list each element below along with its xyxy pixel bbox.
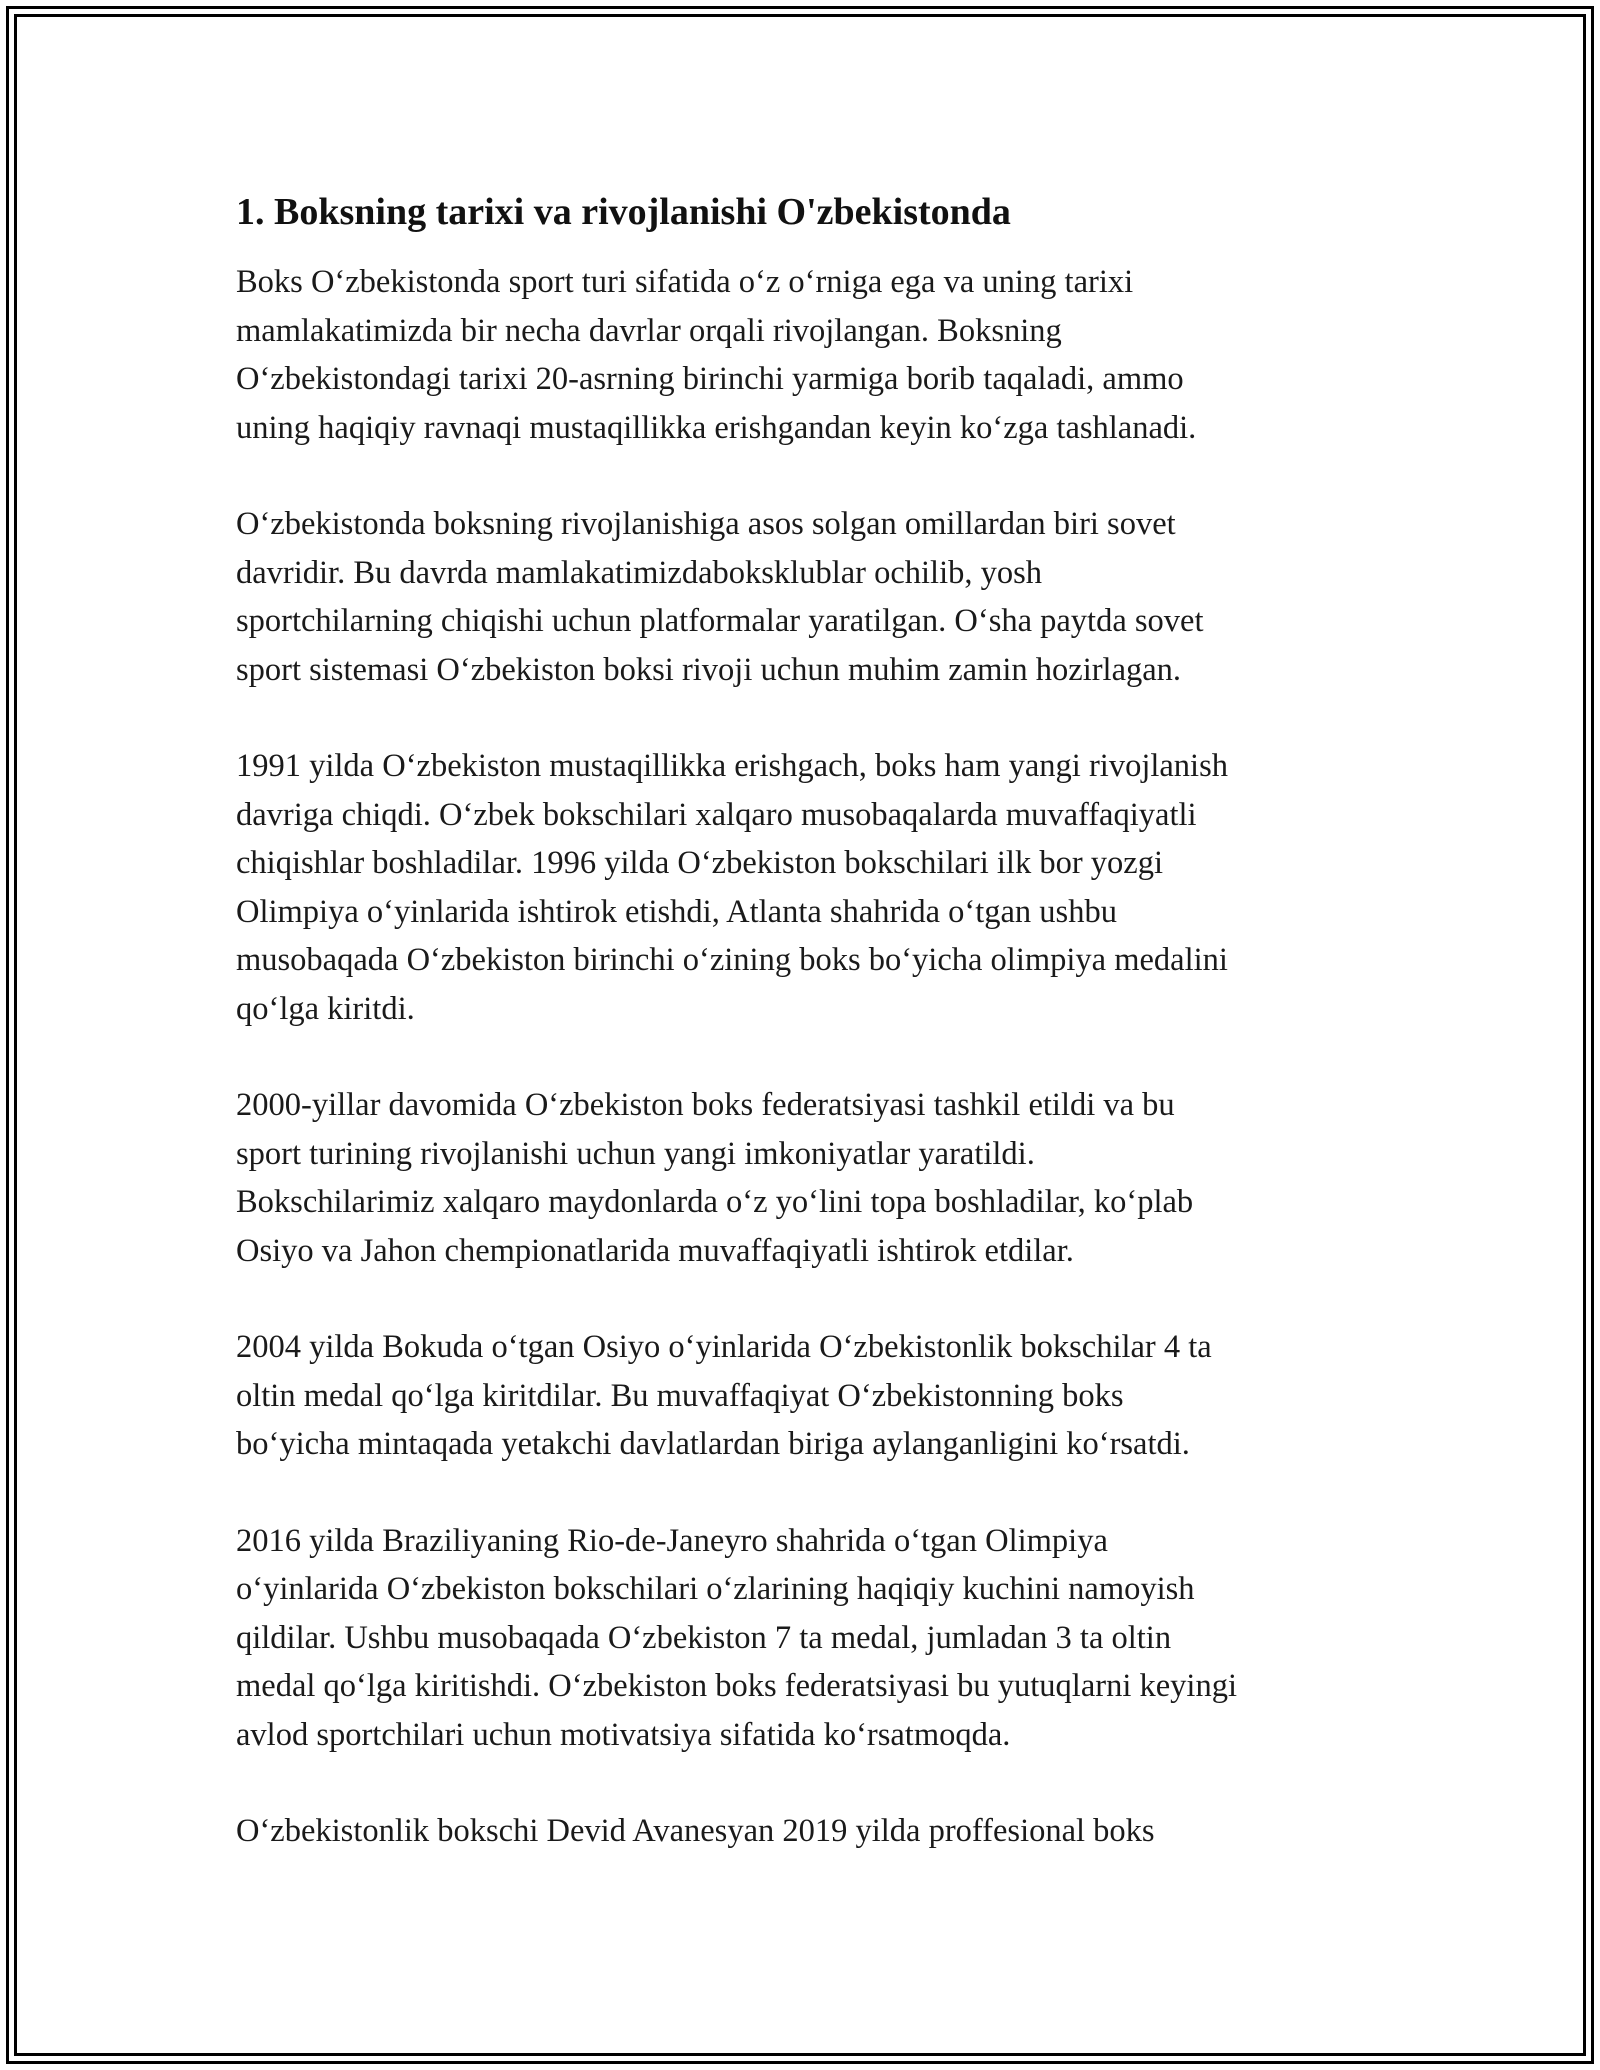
paragraph-line: medal qo‘lga kiritishdi. O‘zbekiston boks federatsiyasi bu yutuqlarni keyingi: [236, 1668, 1237, 1704]
paragraph-line: O‘zbekistondagi tarixi 20-asrning birinchi yarmiga borib taqaladi, ammo: [236, 361, 1184, 397]
paragraph-line: 2000-yillar davomida O‘zbekiston boks federatsiyasi tashkil etildi va bu: [236, 1087, 1175, 1123]
paragraph-line: Bokschilarimiz xalqaro maydonlarda o‘z yo‘lini topa boshladilar, ko‘plab: [236, 1184, 1194, 1220]
paragraph: [236, 1081, 1386, 1275]
paragraph-line: avlod sportchilari uchun motivatsiya sifatida ko‘rsatmoqda.: [236, 1716, 1011, 1753]
document-body: [236, 188, 1386, 1904]
section-heading: 1. Boksning tarixi va rivojlanishi O'zbekistonda: [236, 191, 1011, 233]
paragraph-line: o‘yinlarida O‘zbekiston bokschilari o‘zlarining haqiqiy kuchini namoyish: [236, 1571, 1195, 1607]
paragraph-line: O‘zbekistonlik bokschi Devid Avanesyan 2019 yilda proffesional boks: [236, 1813, 1155, 1849]
paragraph-line: Boks O‘zbekistonda sport turi sifatida o‘z o‘rniga ega va uning tarixi: [236, 264, 1134, 300]
paragraph-line: uning haqiqiy ravnaqi mustaqillikka erishgandan keyin ko‘zga tashlanadi.: [236, 409, 1197, 446]
paragraph-line: musobaqada O‘zbekiston birinchi o‘zining boks bo‘yicha olimpiya medalini: [236, 942, 1228, 978]
paragraph: [236, 500, 1386, 694]
paragraph-line: 2004 yilda Bokuda o‘tgan Osiyo o‘yinlarida O‘zbekistonlik bokschilar 4 ta: [236, 1329, 1212, 1365]
paragraph-line: mamlakatimizda bir necha davrlar orqali rivojlangan. Boksning: [236, 312, 1062, 349]
paragraph-line: sport sistemasi O‘zbekiston boksi rivoji uchun muhim zamin hozirlagan.: [236, 651, 1182, 688]
paragraph-line: 2016 yilda Braziliyaning Rio-de-Janeyro shahrida o‘tgan Olimpiya: [236, 1522, 1108, 1559]
paragraph: [236, 1323, 1386, 1469]
paragraph-line: qo‘lga kiritdi.: [236, 990, 415, 1027]
paragraph-line: qildilar. Ushbu musobaqada O‘zbekiston 7 ta medal, jumladan 3 ta oltin: [236, 1619, 1172, 1656]
paragraph-line: bo‘yicha mintaqada yetakchi davlatlardan biriga aylanganligini ko‘rsatdi.: [236, 1426, 1190, 1462]
paragraph-line: davridir. Bu davrda mamlakatimizdaboksklublar ochilib, yosh: [236, 554, 1043, 591]
paragraph-line: chiqishlar boshladilar. 1996 yilda O‘zbekiston bokschilari ilk bor yozgi: [236, 845, 1163, 881]
paragraph-line: davriga chiqdi. O‘zbek bokschilari xalqaro musobaqalarda muvaffaqiyatli: [236, 796, 1197, 833]
paragraph: [236, 1517, 1386, 1760]
paragraph-list: [236, 258, 1386, 1856]
paragraph-line: 1991 yilda O‘zbekiston mustaqillikka erishgach, boks ham yangi rivojlanish: [236, 748, 1228, 784]
paragraph-line: oltin medal qo‘lga kiritdilar. Bu muvaffaqiyat O‘zbekistonning boks: [236, 1377, 1124, 1414]
paragraph: [236, 742, 1386, 1033]
paragraph-line: Osiyo va Jahon chempionatlarida muvaffaqiyatli ishtirok etdilar.: [236, 1232, 1074, 1269]
paragraph-line: sport turining rivojlanishi uchun yangi imkoniyatlar yaratildi.: [236, 1135, 1035, 1172]
paragraph-line: sportchilarning chiqishi uchun platformalar yaratilgan. O‘sha paytda sovet: [236, 603, 1204, 639]
paragraph: [236, 258, 1386, 452]
paragraph: [236, 1807, 1386, 1856]
paragraph-line: O‘zbekistonda boksning rivojlanishiga asos solgan omillardan biri sovet: [236, 506, 1176, 542]
paragraph-line: Olimpiya o‘yinlarida ishtirok etishdi, Atlanta shahrida o‘tgan ushbu: [236, 893, 1117, 930]
